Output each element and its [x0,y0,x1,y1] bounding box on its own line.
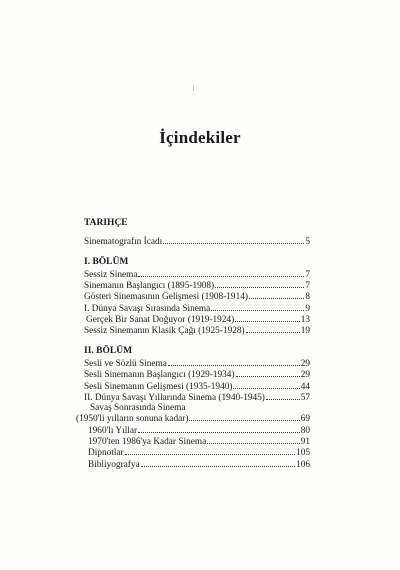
dot-leader [235,314,300,322]
entry-page: 57 [300,392,310,403]
toc-entry[interactable] [84,369,310,380]
section-heading: I. BÖLÜM [84,256,129,267]
toc-section-part-2 [76,345,310,470]
entry-page: 7 [305,281,310,292]
dot-leader [163,236,304,244]
entry-page: 19 [300,326,310,337]
dot-leader [211,303,304,311]
print-mark [193,86,194,91]
toc-entry[interactable] [84,280,310,291]
entry-title: Sinematografın İcadı [84,237,163,248]
toc-entry[interactable] [84,392,310,403]
toc-section-part-1 [84,257,310,337]
dot-leader [138,425,300,433]
toc-entry[interactable] [84,381,310,392]
entry-title: I. Dünya Savaşı Sırasında Sinema [84,303,211,314]
entry-title: (1950'li yılların sonuna kadar) [76,414,189,425]
entry-title: Dipnotlar [88,448,124,459]
entry-page: 8 [305,292,310,303]
dot-leader [266,392,300,400]
entry-title: Sinemanın Başlangıcı (1895-1908) [84,281,215,292]
toc-entry[interactable] [84,314,310,325]
toc-entry[interactable] [84,236,310,247]
entry-page: 80 [300,425,310,436]
entry-title: Gerçek Bir Sanat Doğuyor (1919-1924) [86,315,235,326]
toc-entry[interactable] [84,269,310,280]
dot-leader [215,280,304,288]
entry-page: 105 [296,448,310,459]
dot-leader [189,413,299,421]
toc-entry[interactable] [84,436,310,447]
toc-entry[interactable] [84,303,310,314]
toc-entry[interactable] [84,325,310,336]
entry-title: Sessiz Sinemanın Klasik Çağı (1925-1928) [84,326,245,337]
entry-page: 29 [300,358,310,369]
entry-page: 5 [305,237,310,248]
entry-title: 1970'ten 1986'ya Kadar Sinema [88,437,207,448]
entry-title: II. Dünya Savaşı Yıllarında Sinema (1940-1945) [84,392,265,403]
entry-page: 106 [296,459,310,470]
dot-leader [233,381,299,389]
entry-title-line1: Savaş Sonrasında Sinema [90,403,186,414]
entry-title: Sessiz Sinema [84,269,138,280]
dot-leader [207,436,299,444]
dot-leader [125,447,295,455]
entry-page: 29 [300,370,310,381]
dot-leader [168,358,300,366]
entry-page: 13 [300,315,310,326]
entry-title: 1960'lı Yıllar [88,425,138,436]
table-of-contents [76,218,310,470]
entry-title: Bibliyografya [88,459,140,470]
section-heading: TARIHÇE [84,218,128,228]
entry-title: Gösteri Sinemasının Gelişmesi (1908-1914) [84,292,248,303]
toc-entry[interactable] [84,459,310,470]
toc-entry[interactable] [84,358,310,369]
toc-section-history [84,218,310,248]
entry-page: 7 [305,269,310,280]
entry-page: 9 [305,303,310,314]
page-title: İçindekiler [159,128,241,147]
entry-page: 44 [300,381,310,392]
toc-entry[interactable] [84,447,310,458]
toc-entry[interactable] [76,413,310,424]
entry-page: 69 [300,414,310,425]
section-heading: II. BÖLÜM [84,345,133,356]
entry-title: Sesli Sinemanın Gelişmesi (1935-1940) [84,381,233,392]
dot-leader [246,325,300,333]
dot-leader [249,291,304,299]
entry-title: Sesli ve Sözlü Sinema [84,358,167,369]
dot-leader [138,269,304,277]
entry-title: Sesli Sinemanın Başlangıcı (1929-1934) [84,370,235,381]
dot-leader [141,459,295,467]
entry-page: 91 [300,437,310,448]
toc-entry[interactable] [84,425,310,436]
dot-leader [236,369,300,377]
toc-entry[interactable] [84,291,310,302]
